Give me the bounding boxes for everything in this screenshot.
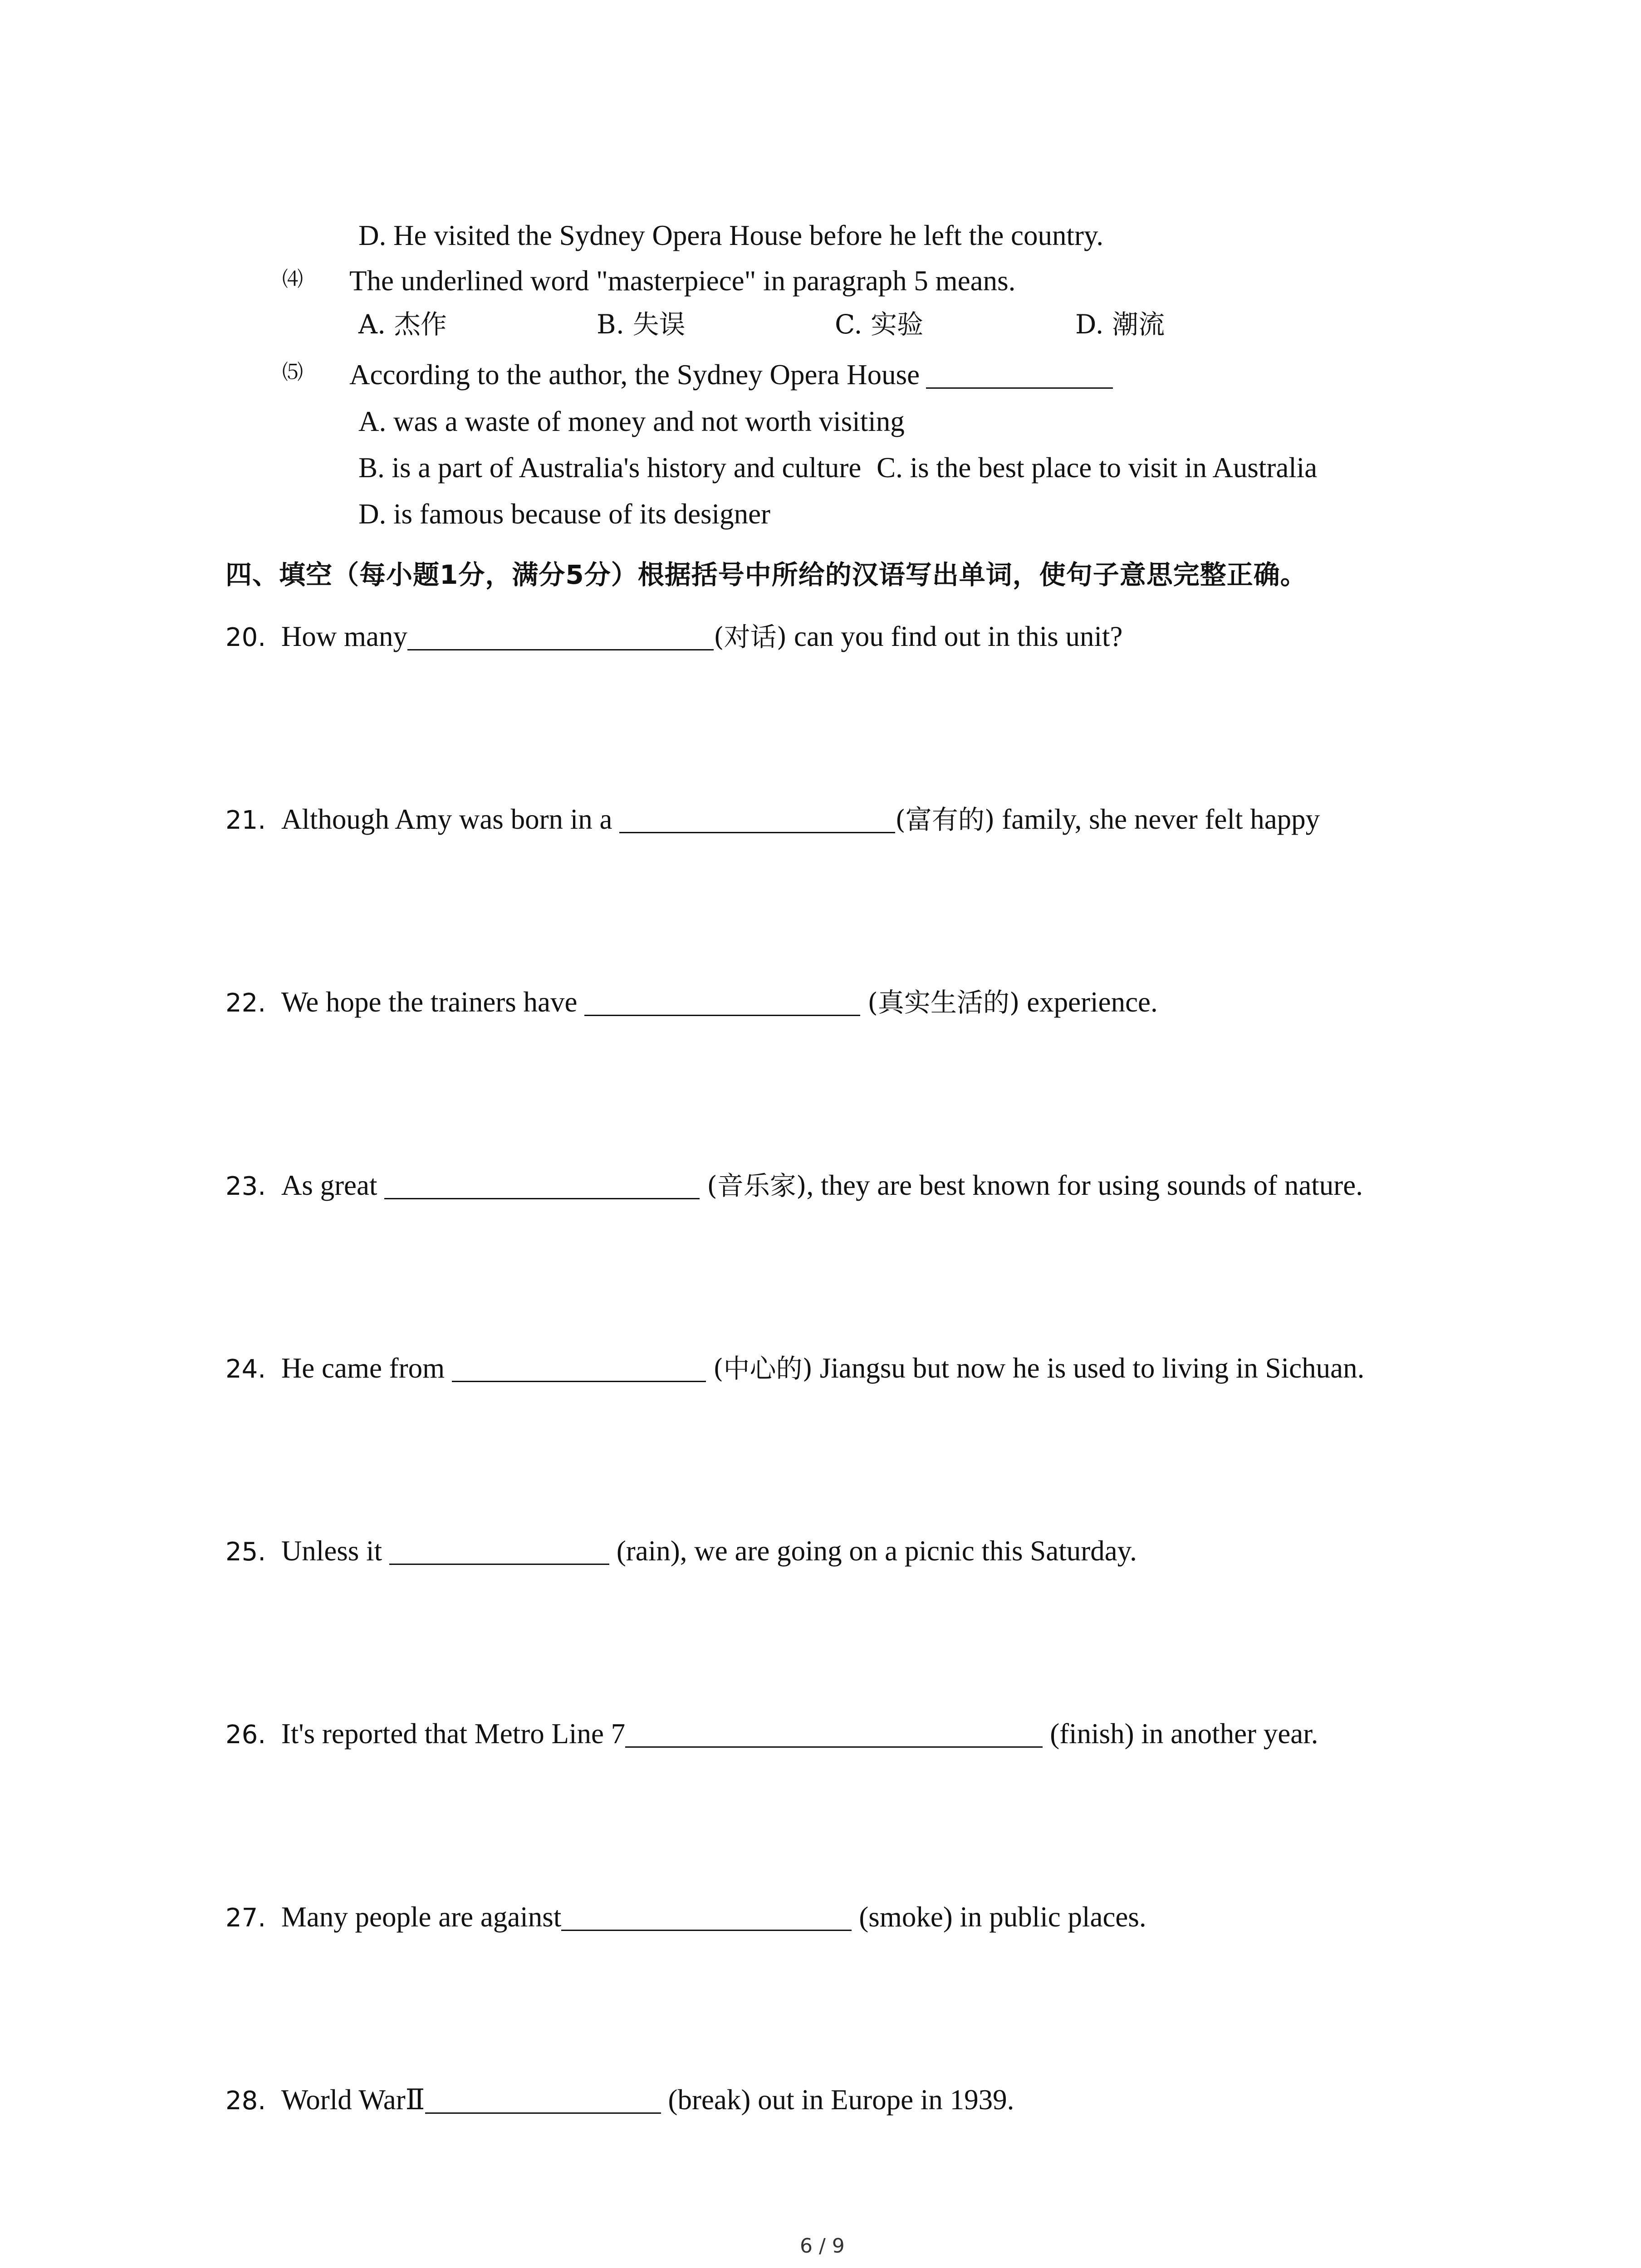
q5-option-d: D. is famous because of its designer bbox=[358, 498, 771, 530]
q4-option-a: A. 杰作 bbox=[358, 309, 447, 340]
question-text-before: World WarⅡ bbox=[281, 2084, 425, 2116]
question-25 bbox=[225, 1537, 1137, 1565]
q5-option-a: A. was a waste of money and not worth visiting bbox=[358, 406, 905, 437]
q4-option-b: B. 失误 bbox=[597, 309, 686, 340]
question-24 bbox=[225, 1354, 1364, 1383]
question-28 bbox=[225, 2086, 1014, 2114]
q5-option-c: C. is the best place to visit in Australia bbox=[877, 452, 1318, 484]
question-number: 24. bbox=[225, 1354, 266, 1384]
q5-question-text: According to the author, the Sydney Opera House bbox=[349, 359, 920, 391]
question-text-after: , we are going on a picnic this Saturday. bbox=[680, 1535, 1137, 1567]
question-number: 28. bbox=[225, 2086, 266, 2116]
question-text-before: As great bbox=[281, 1169, 385, 1201]
answer-blank[interactable] bbox=[584, 1011, 860, 1016]
answer-blank[interactable] bbox=[425, 2109, 661, 2114]
q4-question: The underlined word "masterpiece" in paragraph 5 means. bbox=[349, 265, 1016, 297]
q3-option-d: D. He visited the Sydney Opera House before he left the country. bbox=[358, 220, 1104, 251]
question-number: 26. bbox=[225, 1720, 266, 1750]
question-text-after: family, she never felt happy bbox=[994, 803, 1320, 835]
q4-option-d: D. 潮流 bbox=[1075, 309, 1165, 340]
question-21 bbox=[225, 805, 1320, 834]
q5-number: ⑸ bbox=[282, 360, 303, 384]
question-number: 27. bbox=[225, 1903, 266, 1933]
question-text-after: Jiangsu but now he is used to living in Sichuan. bbox=[813, 1352, 1365, 1384]
q5-question bbox=[349, 361, 1116, 389]
question-hint: (富有的) bbox=[895, 804, 995, 835]
question-number: 23. bbox=[225, 1172, 266, 1201]
question-text-before: We hope the trainers have bbox=[281, 986, 585, 1018]
question-text-before: It's reported that Metro Line 7 bbox=[281, 1718, 626, 1750]
answer-blank[interactable] bbox=[452, 1377, 706, 1382]
section-heading: 四、填空（每小题1分，满分5分）根据括号中所给的汉语写出单词，使句子意思完整正确。 bbox=[225, 559, 1307, 590]
question-text-before: Many people are against bbox=[281, 1901, 562, 1933]
question-26 bbox=[225, 1720, 1318, 1748]
question-hint: (真实生活的) bbox=[867, 987, 1020, 1018]
q5-option-bc bbox=[358, 454, 1317, 482]
page-number: 6 / 9 bbox=[800, 2234, 845, 2258]
question-22 bbox=[225, 988, 1158, 1017]
question-hint: (对话) bbox=[714, 621, 787, 652]
answer-blank[interactable] bbox=[561, 1926, 852, 1931]
q5-option-b: B. is a part of Australia's history and culture bbox=[358, 452, 862, 484]
question-hint: (中心的) bbox=[713, 1353, 813, 1384]
question-text-after: in another year. bbox=[1134, 1718, 1318, 1750]
answer-blank[interactable] bbox=[389, 1560, 609, 1565]
question-number: 25. bbox=[225, 1537, 266, 1567]
question-hint: (音乐家) bbox=[707, 1170, 807, 1201]
question-text-after: in public places. bbox=[952, 1901, 1146, 1933]
answer-blank[interactable] bbox=[384, 1194, 700, 1199]
question-27 bbox=[225, 1903, 1146, 1931]
q4-number: ⑷ bbox=[282, 267, 303, 291]
question-20 bbox=[225, 622, 1122, 651]
question-text-before: Unless it bbox=[281, 1535, 389, 1567]
question-hint: (finish) bbox=[1050, 1718, 1134, 1750]
question-number: 22. bbox=[225, 988, 266, 1018]
question-text-after: experience. bbox=[1019, 986, 1158, 1018]
question-number: 21. bbox=[225, 806, 266, 835]
answer-blank[interactable] bbox=[625, 1743, 1043, 1748]
question-hint: (smoke) bbox=[859, 1901, 953, 1933]
question-text-after: out in Europe in 1939. bbox=[750, 2084, 1014, 2116]
question-number: 20. bbox=[225, 623, 266, 652]
question-hint: (rain) bbox=[616, 1535, 680, 1567]
q4-option-c: C. 实验 bbox=[835, 309, 924, 340]
question-text-after: can you find out in this unit? bbox=[787, 621, 1123, 652]
question-text-before: He came from bbox=[281, 1352, 452, 1384]
q5-answer-blank[interactable] bbox=[926, 384, 1113, 389]
answer-blank[interactable] bbox=[407, 645, 714, 650]
question-23 bbox=[225, 1171, 1363, 1200]
question-text-after: , they are best known for using sounds of nature. bbox=[806, 1169, 1363, 1201]
question-hint: (break) bbox=[668, 2084, 751, 2116]
question-text-before: How many bbox=[281, 621, 408, 652]
question-text-before: Although Amy was born in a bbox=[281, 803, 620, 835]
answer-blank[interactable] bbox=[619, 828, 895, 833]
